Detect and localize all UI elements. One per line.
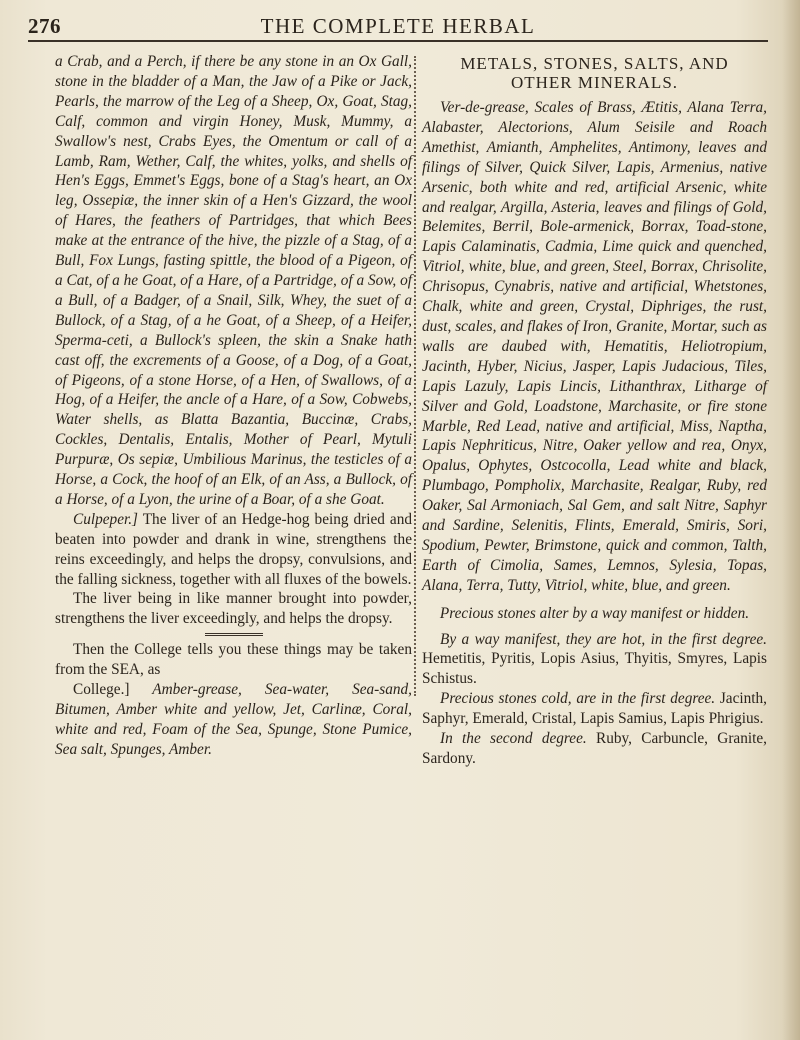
hedgehog-liver-paragraph [55, 510, 412, 590]
column-divider [414, 56, 416, 696]
hedgehog-liver-text: The liver of an Hedge-hog being dried and beaten into powder and drank in wine, strengthens the reins exceedingly, and helps the dropsy, convulsions, and the falling sickness, together with all fluxes of the bowels. [55, 510, 412, 588]
cold-stones-list: Jacinth, Saphyr, Emerald, Cristal, Lapis Samius, Lapis Phrigius. [422, 690, 768, 728]
right-column [422, 52, 767, 769]
manifest-hot-label: By a way manifest, they are hot, in the first degree. [440, 630, 767, 648]
second-degree-label: In the second degree. [440, 730, 587, 748]
minerals-heading [422, 54, 767, 92]
cold-stones-paragraph [422, 689, 767, 729]
minerals-heading-line1: METALS, STONES, SALTS, AND [460, 54, 729, 73]
second-degree-paragraph [422, 729, 767, 769]
page-number: 276 [28, 14, 61, 38]
minerals-heading-line2: OTHER MINERALS. [510, 73, 679, 92]
section-rule [205, 633, 263, 636]
minerals-paragraph: Ver-de-grease, Scales of Brass, Ætitis, Alana Terra, Alabaster, Alectorions, Alum Seisile and Roach Amethist, Amianth, Amphelites, Antimony, leaves and filings of Silver, Quick Silver, Lapis, Armenius, native Arsenic, both white and red, artificial Arsenic, white and realgar, Argilla, Asteria, leaves and filings of Gold, Belemites, Berril, Bole-armenick, Borrax, Toad-stone, Lapis Calaminatis, Cadmia, Lime quick and quenched, Vitriol, white, blue, and green, Steel, Borrax, Chrisolite, Chrisopus, Cynabris, native and artificial, Whetstones, Chalk, white and green, Crystal, Diphriges, the rust, dust, scales, and flakes of Iron, Granite, Mortar, such as walls are daubed with, Hematitis, Heliotropium, Jacinth, Hyber, Nicius, Jasper, Lapis Judacious, Tiles, Lapis Lazuly, Lapis Lincis, Lithanthrax, Litharge of Silver and Gold, Loadstone, Marchasite, or fire stone Marble, Red Lead, native and artificial, Miss, Naptha, Lapis Nephriticus, Nitre, Oaker yellow and rea, Onyx, Opalus, Ophytes, Ostcocolla, Lead white and black, Plumbago, Pompholix, Marchasite, Realgar, Ruby, red Oaker, Sal Armoniach, Sal Gem, and salt Nitre, Saphyr and Sardine, Selenitis, Flints, Emerald, Smiris, Sori, Spodium, Pewter, Brimstone, quick and common, Talth, Earth of Cimolia, Sames, Lemnos, Sylesia, Topas, Alana, Terra, Tutty, Vitriol, white, blue, and green. [422, 99, 767, 594]
second-degree-list: Ruby, Carbuncle, Granite, Sardony. [422, 730, 767, 767]
left-column [55, 52, 412, 760]
precious-stones-heading: Precious stones alter by a way manifest or hidden. [439, 604, 750, 622]
sea-items-paragraph [55, 680, 412, 760]
page-header [28, 10, 768, 42]
sea-intro-paragraph: Then the College tells you these things may be taken from the SEA, as [55, 641, 412, 679]
running-head: THE COMPLETE HERBAL [260, 14, 536, 38]
cold-stones-label: Precious stones cold, are in the first degree. [440, 690, 716, 708]
culpeper-label: Culpeper.] [73, 510, 139, 528]
manifest-hot-paragraph [422, 630, 767, 690]
sea-items-text: Amber-grease, Sea-water, Sea-sand, Bitumen, Amber white and yellow, Jet, Carlinæ, Coral, white and red, Foam of the Sea, Spunge, Stone Pumice, Sea salt, Spunges, Amber. [55, 681, 412, 758]
page-edge-shadow [782, 0, 800, 1040]
manifest-hot-list: Hemetitis, Pyritis, Lopis Asius, Thyitis, Smyres, Lapis Schistus. [422, 650, 767, 688]
college-label: College.] [73, 681, 130, 699]
liver-powder-paragraph: The liver being in like manner brought into powder, strengthens the liver exceedingly, and helps the dropsy. [55, 590, 412, 628]
animal-parts-paragraph: a Crab, and a Perch, if there be any stone in an Ox Gall, stone in the bladder of a Man, the Jaw of a Pike or Jack, Pearls, the marrow of the Leg of a Sheep, Ox, Goat, Stag, Calf, common and virgin Honey, Musk, Mummy, a Swallow's nest, Crabs Eyes, the Omentum or call of a Lamb, Ram, Wether, Calf, the whites, yolks, and shells of Hen's Eggs, Emmet's Eggs, bone of a Stag's heart, an Ox leg, Ossepiæ, the inner skin of a Hen's Gizzard, the wool of Hares, the feathers of Partridges, that which Bees make at the entrance of the hive, the pizzle of a Stag, of a Bull, Fox Lungs, fasting spittle, the blood of a Pigeon, of a Cat, of a he Goat, of a Hare, of a Partridge, of a Sow, of a Bull, of a Badger, of a Snail, Silk, Whey, the suet of a Bullock, of a Stag, of a he Goat, of a Sheep, of a Heifer, Sperma-ceti, a Bullock's spleen, the skin a Snake hath cast off, the excrements of a Goose, of a Dog, of a Goat, of Pigeons, of a stone Horse, of a Hen, of Swallows, of a Hog, of a Heifer, the ancle of a Hare, of a Sow, Cobwebs, Water shells, as Blatta Bazantia, Buccinæ, Crabs, Cockles, Dentalis, Entalis, Mother of Pearl, Mytuli Purpuræ, Os sepiæ, Umbilious Marinus, the testicles of a Horse, a Cock, the hoof of an Elk, of an Ass, a Bullock, of a Horse, of a Lyon, the urine of a Boar, of a she Goat. [55, 53, 412, 508]
